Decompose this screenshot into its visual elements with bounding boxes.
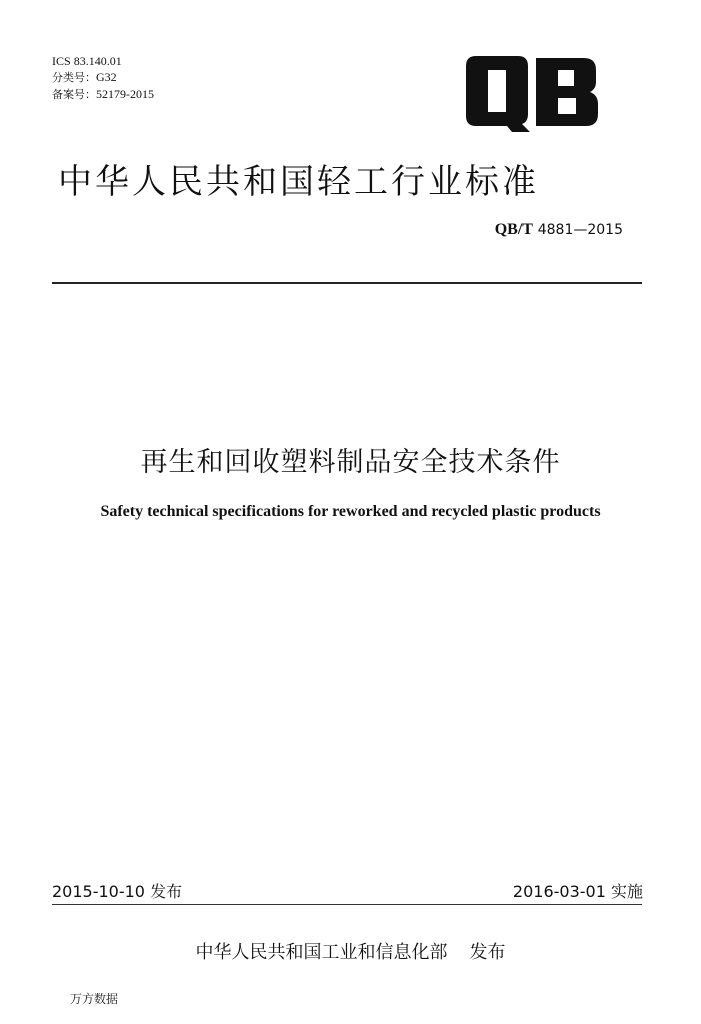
qb-logo-b [536, 58, 598, 126]
issue-date: 2015-10-10 发布 [52, 882, 183, 901]
publisher-name: 中华人民共和国工业和信息化部 [195, 942, 448, 963]
document-meta [52, 53, 154, 103]
category-line [52, 69, 154, 86]
standard-code: QB/T [494, 221, 533, 238]
document-title-english: Safety technical specifications for reworked and recycled plastic products [100, 503, 601, 520]
document-title-chinese: 再生和回收塑料制品安全技术条件 [140, 447, 561, 478]
ics-label: ICS [52, 54, 71, 68]
standard-number-value: 4881—2015 [537, 222, 623, 238]
implementation-date: 2016-03-01 实施 [512, 882, 643, 901]
ics-value: 83.140.01 [73, 54, 122, 68]
publisher-line [0, 938, 701, 964]
category-label: 分类号： [52, 71, 96, 84]
publisher-action: 发布 [469, 942, 506, 963]
record-value: 52179-2015 [96, 87, 154, 101]
qb-logo-q [466, 56, 530, 132]
standard-number [495, 220, 623, 239]
record-line [52, 86, 154, 103]
record-label: 备案号： [52, 88, 96, 101]
qb-logo [466, 56, 598, 132]
category-value: G32 [96, 70, 117, 84]
standard-type-heading: 中华人民共和国轻工行业标准 [58, 162, 539, 202]
top-divider [52, 282, 642, 284]
ics-line [52, 53, 154, 69]
bottom-divider [52, 904, 642, 905]
watermark-text: 万方数据 [70, 992, 119, 1006]
